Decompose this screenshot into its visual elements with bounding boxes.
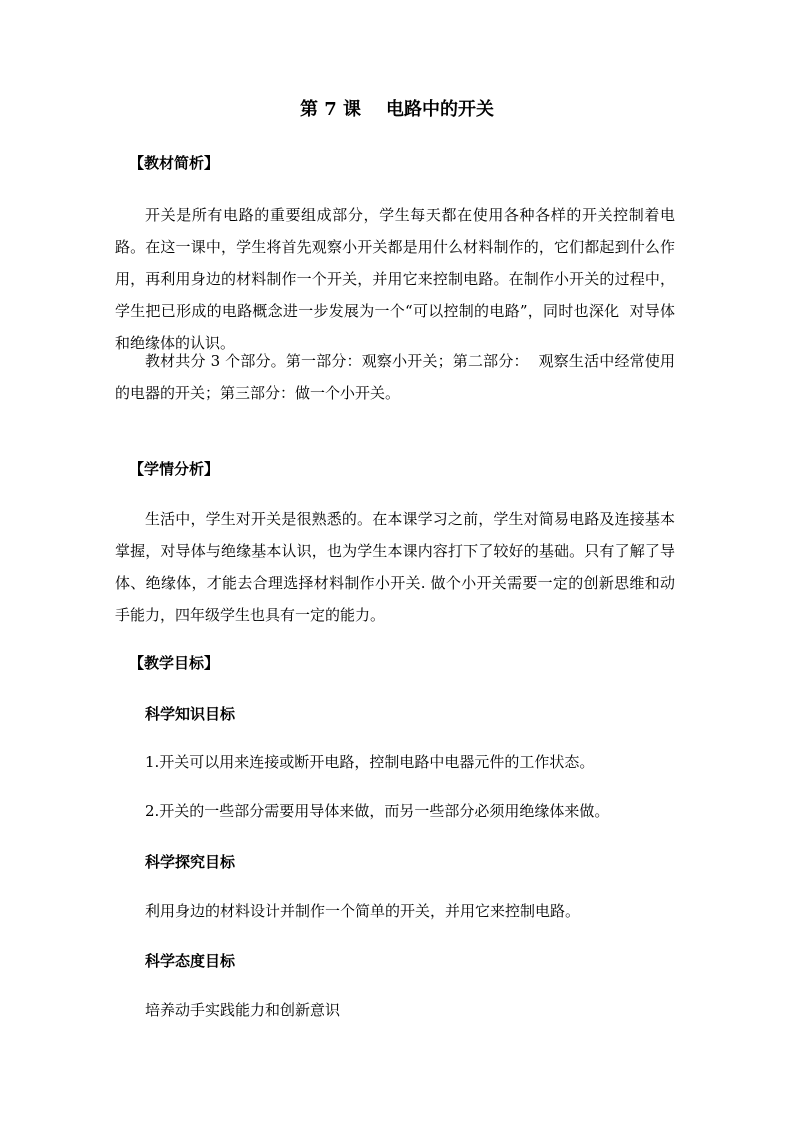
attitude-goal-item-1: 培养动手实践能力和创新意识 xyxy=(145,1001,341,1019)
knowledge-goal-item-1: 1.开关可以用来连接或断开电路，控制电路中电器元件的工作状态。 xyxy=(145,753,595,771)
subheading-inquiry-goals: 科学探究目标 xyxy=(145,853,236,871)
knowledge-goal-item-2: 2.开关的一些部分需要用导体来做，而另一些部分必须用绝缘体来做。 xyxy=(145,802,610,820)
textbook-analysis-paragraph-2: 教材共分 3 个部分。第一部分：观察小开关；第二部分： 观察生活中经常使用的电器的开关；第三部分：做一个小开关。 xyxy=(115,352,675,402)
learner-analysis-paragraph: 生活中，学生对开关是很熟悉的。在本课学习之前，学生对简易电路及连接基本掌握，对导体与绝缘基本认识，也为学生本课内容打下了较好的基础。只有了解了导体、绝缘体，才能去合理选择材料制作小开关. 做个小开关需要一定的创新思维和动手能力，四年级学生也具有一定的能力。 xyxy=(115,510,675,624)
subheading-attitude-goals: 科学态度目标 xyxy=(145,952,236,970)
subheading-knowledge-goals: 科学知识目标 xyxy=(145,705,236,723)
page-title: 第 7 课 电路中的开关 xyxy=(299,99,495,120)
section-heading-teaching-goals: 【教学目标】 xyxy=(129,654,220,672)
textbook-analysis-paragraph-1: 开关是所有电路的重要组成部分，学生每天都在使用各种各样的开关控制着电路。在这一课中，学生将首先观察小开关都是用什么材料制作的，它们都起到什么作用，再利用身边的材料制作一个开关，并用它来控制电路。在制作小开关的过程中，学生把已形成的电路概念进一步发展为一个“可以控制的电路”，同时也深化 对导体和绝缘体的认识。 xyxy=(115,206,675,352)
inquiry-goal-item-1: 利用身边的材料设计并制作一个简单的开关，并用它来控制电路。 xyxy=(145,902,581,920)
section-heading-learner-analysis: 【学情分析】 xyxy=(129,460,220,478)
section-heading-textbook-analysis: 【教材简析】 xyxy=(129,154,220,172)
